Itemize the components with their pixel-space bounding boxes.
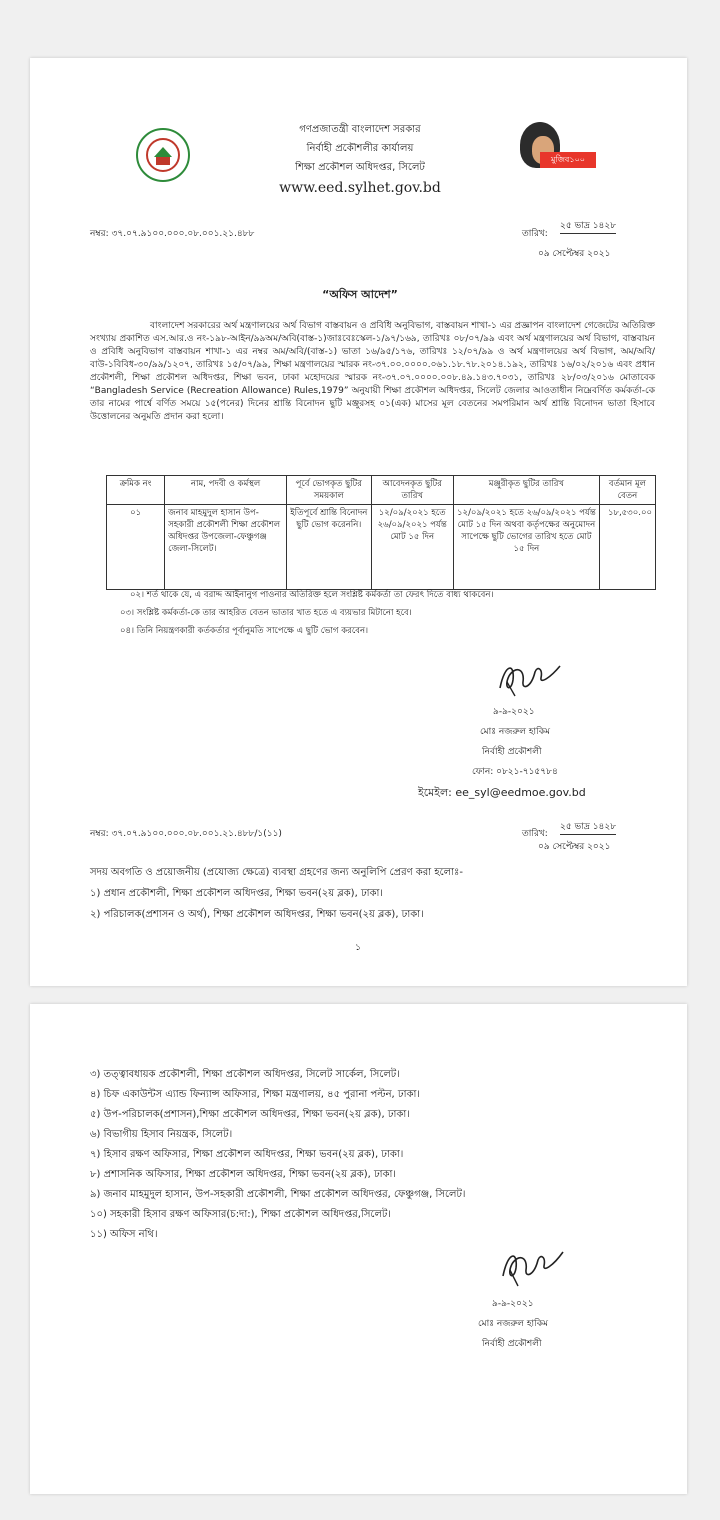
website: www.eed.sylhet.gov.bd — [279, 180, 441, 196]
copy-item-4: ৪) চিফ একাউন্টস এ্যান্ড ফিন্যান্স অফিসার, শিক্ষা মন্ত্রণালয়, ৪৫ পুরানা পল্টন, ঢাকা। — [90, 1089, 420, 1100]
copy-item-10: ১০) সহকারী হিসাব রক্ষণ অফিসার(চ:দা:), শিক্ষা প্রকৌশল অধিদপ্তর,সিলেট। — [90, 1209, 391, 1220]
department-logo — [136, 128, 190, 182]
date-bangla: ২৫ ভাদ্র ১৪২৮ — [560, 218, 616, 234]
condition-2: ০২। শর্ত থাকে যে, এ বরাদ্দ আইনানুগ পাওনার অতিরিক্ত হলে সংশ্লিষ্ট কর্মকর্তা তা ফেরৎ দিতে বাধ্য থাকবেন। — [130, 590, 494, 600]
header-line-3: শিক্ষা প্রকৌশল অধিদপ্তর, সিলেট — [295, 162, 425, 173]
cell-name: জনাব মাহমুদুল হাসান উপ-সহকারী প্রকৌশলী শিক্ষা প্রকৌশল অধিদপ্তর উপজেলা-ফেঞ্চুগঞ্জ জেলা-সিলেট। — [165, 505, 287, 590]
copy-item-8: ৮) প্রশাসনিক অফিসার, শিক্ষা প্রকৌশল অধিদপ্তর, শিক্ষা ভবন(২য় ব্লক), ঢাকা। — [90, 1169, 397, 1180]
cell-applied: ১২/০৯/২০২১ হতে ২৬/০৯/২০২১ পর্যন্ত মোট ১৫ দিন — [371, 505, 453, 590]
memo2-number-label: নম্বর: — [90, 829, 109, 839]
table-row — [107, 505, 656, 590]
page-number: ১ — [355, 943, 361, 953]
document-page-1 — [30, 58, 687, 986]
header-line-1: গণপ্রজাতন্ত্রী বাংলাদেশ সরকার — [299, 124, 421, 135]
copy-item-9: ৯) জনাব মাহমুদুল হাসান, উপ-সহকারী প্রকৌশলী, শিক্ষা প্রকৌশল অধিদপ্তর, ফেঞ্চুগঞ্জ, সিলেট। — [90, 1189, 466, 1200]
copy-intro: সদয় অবগতি ও প্রয়োজনীয় (প্রযোজ্য ক্ষেত্রে) ব্যবস্থা গ্রহণের জন্য অনুলিপি প্রেরণ করা হলোঃ- — [90, 867, 463, 878]
copy-item-2: ২) পরিচালক(প্রশাসন ও অর্থ), শিক্ষা প্রকৌশল অধিদপ্তর, শিক্ষা ভবন(২য় ব্লক), ঢাকা। — [90, 909, 424, 920]
memo-number — [90, 226, 254, 241]
signature-image — [495, 658, 565, 698]
cell-serial: ০১ — [107, 505, 165, 590]
copy-item-3: ৩) তত্ত্বাবধায়ক প্রকৌশলী, শিক্ষা প্রকৌশল অধিদপ্তর, সিলেট সার্কেল, সিলেট। — [90, 1069, 400, 1080]
copy-item-1: ১) প্রধান প্রকৌশলী, শিক্ষা প্রকৌশল অধিদপ্তর, শিক্ষা ভবন(২য় ব্লক), ঢাকা। — [90, 888, 383, 899]
col-header-applied: আবেদনকৃত ছুটির তারিখ — [371, 476, 453, 505]
memo2-number-value: ৩৭.০৭.৯১০০.০০০.০৮.০০১.২১.৪৮৮/১(১১) — [111, 829, 282, 839]
col-header-previous: পূর্বে ভোগকৃত ছুটির সময়কাল — [287, 476, 372, 505]
header-line-2: নির্বাহী প্রকৌশলীর কার্যালয় — [306, 143, 414, 154]
signatory-phone: ফোন: ০৮২১-৭১৫৭৮৪ — [472, 767, 558, 777]
signatory-name: মোঃ নজরুল হাকিম — [480, 727, 551, 737]
copy-item-7: ৭) হিসাব রক্ষণ অফিসার, শিক্ষা প্রকৌশল অধিদপ্তর, শিক্ষা ভবন(২য় ব্লক), ঢাকা। — [90, 1149, 404, 1160]
logo-tag-text: মুজিব১০০ — [540, 152, 596, 168]
copy-item-6: ৬) বিভাগীয় হিসাব নিয়ন্ত্রক, সিলেট। — [90, 1129, 233, 1140]
body-paragraph: বাংলাদেশ সরকারের অর্থ মন্ত্রণালয়ের অর্থ বিভাগ বাস্তবায়ন ও প্রবিধি অনুবিভাগ, বাস্তবায়ন শাখা-১ এর প্রজ্ঞাপন বাংলাদেশ গেজেটের অতিরিক্ত সংখ্যায় প্রকাশিত এস.আর.ও নং-১৯৮-আইন/৯৯অম/অবি(বাস্ত-১)জাঃবেঃস্কেল-১/৯৭/১৬৯, তারিখঃ ০৮/০৭/৯৯ এবং অর্থ মন্ত্রণালয়ের অর্থ বিভাগ, বাস্তবায়ন ও প্রবিধি অনুবিভাগ বাস্তবায়ন শাখা-১ এর নম্বর অম/অবি/(বাস্ত-১) ভাতা ১৬/৯৫/১৭৬, তারিখঃ ১২/০৭/৯৯ ও অর্থ মন্ত্রণালয়ের অর্থ বিভাগ, অম/অবি/বাউ-১বিবিধ-৩০/৯৯/১২০৭, তারিখঃ ১৫/০৭/৯৯, শিক্ষা মন্ত্রণালয়ের স্মারক নং-৩৭.০০.০০০০.০৬১.১৮.৭৮.২০১৪.১৯২, তারিখঃ ১৬/০২/২০১৬ এবং প্রধান প্রকৌশলী, শিক্ষা প্রকৌশল অধিদপ্তর, শিক্ষা ভবন, ঢাকা মহোদয়ের স্মারক নং-৩৭.০৭.০০০০.০০৮.৪৯.১৪৩.৭০৩১, তারিখঃ ২৮/০৩/২০১৬ মোতাবেক “Bangladesh Service (Recreation Allowance) Rules,1979” অনুযায়ী শিক্ষা প্রকৌশল অধিদপ্তর, সিলেট জেলার আওতাধীন নিম্নেবর্ণিত কর্মকর্তা-কে তার নামের পার্শ্বে বর্ণিত সময়ে ১৫(পনের) দিনের শ্রান্তি বিনোদন ছুটি মঞ্জুরসহ ০১(এক) মাসের মূল বেতনের সমপরিমান অর্থ শ্রান্তি বিনোদন ভাতা হিসাবে উত্তোলনের অনুমতি প্রদান করা হলো। — [90, 321, 655, 422]
document-page-2 — [30, 1004, 687, 1494]
col-header-salary: বর্তমান মূল বেতন — [599, 476, 655, 505]
col-header-approved: মঞ্জুরীকৃত ছুটির তারিখ — [453, 476, 599, 505]
date-english: ০৯ সেপ্টেম্বর ২০২১ — [538, 249, 611, 259]
cell-salary: ১৮,৫৩০.০০ — [599, 505, 655, 590]
signatory-designation: নির্বাহী প্রকৌশলী — [482, 747, 542, 757]
cell-approved: ১২/০৯/২০২১ হতে ২৬/০৯/২০২১ পর্যন্ত মোট ১৫ দিন অথবা কর্তৃপক্ষের অনুমোদন সাপেক্ষে ছুটি ভোগের তারিখ হতে মোট ১৫ দিন — [453, 505, 599, 590]
leave-table — [106, 475, 656, 590]
date-label: তারিখ: — [522, 229, 548, 239]
signatory-email: ইমেইল: ee_syl@eedmoe.gov.bd — [418, 786, 586, 799]
signature-date: ৯-৯-২০২১ — [493, 707, 535, 717]
date2-english: ০৯ সেপ্টেম্বর ২০২১ — [538, 842, 611, 852]
memo-number-value: ৩৭.০৭.৯১০০.০০০.০৮.০০১.২১.৪৮৮ — [111, 229, 255, 239]
copy-item-5: ৫) উপ-পরিচালক(প্রশাসন),শিক্ষা প্রকৌশল অধিদপ্তর, শিক্ষা ভবন(২য় ব্লক), ঢাকা। — [90, 1109, 410, 1120]
condition-4: ০৪। তিনি নিয়ন্ত্রণকারী কর্তকর্তার পূর্বানুমতি সাপেক্ষে এ ছুটি ভোগ করবেন। — [120, 626, 369, 636]
memo-number-label: নম্বর: — [90, 229, 109, 239]
signature-image-2 — [498, 1246, 568, 1288]
col-header-serial: ক্রমিক নং — [107, 476, 165, 505]
condition-3: ০৩। সংশ্লিষ্ট কর্মকর্তা-কে তার আহরিত বেতন ভাতার খাত হতে এ ব্যয়ভার মিটানো হবে। — [120, 608, 412, 618]
cell-previous: ইতিপূর্বে শ্রান্তি বিনোদন ছুটি ভোগ করেননি। — [287, 505, 372, 590]
memo2-number — [90, 826, 282, 841]
mujib-100-logo — [520, 118, 600, 174]
signatory2-name: মোঃ নজরুল হাকিম — [478, 1319, 549, 1329]
date2-label: তারিখ: — [522, 829, 548, 839]
order-title: “অফিস আদেশ” — [322, 288, 398, 301]
signatory2-designation: নির্বাহী প্রকৌশলী — [482, 1339, 542, 1349]
copy-item-11: ১১) অফিস নথি। — [90, 1229, 158, 1240]
signature2-date: ৯-৯-২০২১ — [492, 1299, 534, 1309]
col-header-name: নাম, পদবী ও কর্মস্থল — [165, 476, 287, 505]
date2-bangla: ২৫ ভাদ্র ১৪২৮ — [560, 819, 616, 835]
